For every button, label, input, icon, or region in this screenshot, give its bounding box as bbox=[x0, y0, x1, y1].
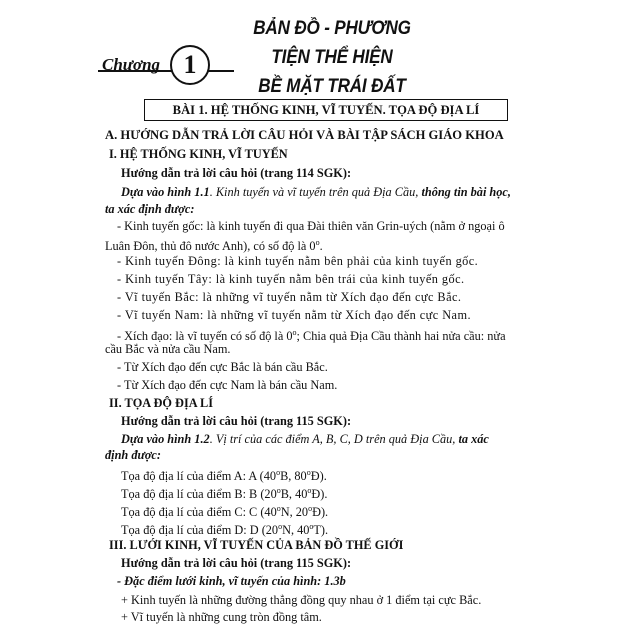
part3-heading: III. LƯỚI KINH, VĨ TUYẾN CỦA BẢN ĐỒ THẾ GIỚI bbox=[109, 538, 404, 552]
equator-line1: - Xích đạo: là vĩ tuyến có số độ là 0$^o$; Chia quả Địa Cầu thành hai nửa cầu: nửa bbox=[117, 328, 506, 344]
chapter-label: Chương bbox=[102, 55, 161, 74]
parallel-description: + Vĩ tuyến là những cung tròn đồng tâm. bbox=[121, 610, 322, 624]
part2-intro: Dựa vào hình 1.2. Vị trí của các điểm A, B, C, D trên quả Địa Cầu, ta xác bbox=[121, 432, 489, 446]
grid-feature: - Đặc điểm lưới kinh, vĩ tuyến của hình: 1.3b bbox=[117, 574, 346, 588]
chapter-number-badge: 1 bbox=[170, 45, 210, 85]
part1-heading: I. HỆ THỐNG KINH, VĨ TUYẾN bbox=[109, 147, 288, 161]
west-meridian: - Kinh tuyến Tây: là kinh tuyến nằm bên trái của kinh tuyến gốc. bbox=[117, 272, 465, 286]
part1-intro: Dựa vào hình 1.1. Kinh tuyến và vĩ tuyến trên quả Địa Cầu, thông tin bài học, bbox=[121, 185, 511, 199]
north-parallel: - Vĩ tuyến Bắc: là những vĩ tuyến nằm từ Xích đạo đến cực Bắc. bbox=[117, 290, 462, 304]
part2-intro-cont: định được: bbox=[105, 448, 161, 462]
section-a-heading: A. HƯỚNG DẪN TRẢ LỜI CÂU HỎI VÀ BÀI TẬP SÁCH GIÁO KHOA bbox=[105, 128, 504, 142]
part2-guide: Hướng dẫn trả lời câu hỏi (trang 115 SGK): bbox=[121, 414, 352, 428]
coordinate-point-b: Tọa độ địa lí của điểm B: B (20$^o$B, 40$^o$Đ). bbox=[121, 486, 328, 502]
meridian-description: + Kinh tuyến là những đường thẳng đồng quy nhau ở 1 điểm tại cực Bắc. bbox=[121, 593, 482, 607]
part3-guide: Hướng dẫn trả lời câu hỏi (trang 115 SGK): bbox=[121, 556, 352, 570]
coordinate-point-a: Tọa độ địa lí của điểm A: A (40$^o$B, 80$^o$Đ). bbox=[121, 468, 327, 484]
prime-meridian-line2: Luân Đôn, thủ đô nước Anh), có số độ là 0$^o$. bbox=[105, 238, 323, 254]
part1-guide: Hướng dẫn trả lời câu hỏi (trang 114 SGK): bbox=[121, 166, 352, 180]
north-hemisphere: - Từ Xích đạo đến cực Bắc là bán cầu Bắc. bbox=[117, 360, 328, 374]
part1-intro-cont: ta xác định được: bbox=[105, 202, 195, 216]
chapter-title-line2: BỀ MẶT TRÁI ĐẤT bbox=[258, 76, 406, 97]
equator-line2: cầu Bắc và nửa cầu Nam. bbox=[105, 342, 231, 356]
coordinate-point-d: Tọa độ địa lí của điểm D: D (20$^o$N, 40$^o$T). bbox=[121, 522, 329, 538]
coordinate-point-c: Tọa độ địa lí của điểm C: C (40$^o$N, 20$^o$Đ). bbox=[121, 504, 329, 520]
south-hemisphere: - Từ Xích đạo đến cực Nam là bán cầu Nam. bbox=[117, 378, 338, 392]
chapter-title bbox=[242, 14, 422, 101]
chapter-title-line1: BẢN ĐỒ - PHƯƠNG TIỆN THỂ HIỆN bbox=[253, 18, 411, 68]
lesson-title: BÀI 1. HỆ THỐNG KINH, VĨ TUYẾN. TỌA ĐỘ ĐỊA LÍ bbox=[144, 99, 508, 121]
prime-meridian-line1: - Kinh tuyến gốc: là kinh tuyến đi qua Đài thiên văn Grin-uých (nằm ở ngoại ô bbox=[117, 219, 505, 233]
south-parallel: - Vĩ tuyến Nam: là những vĩ tuyến nằm từ Xích đạo đến cực Nam. bbox=[117, 308, 471, 322]
east-meridian: - Kinh tuyến Đông: là kinh tuyến nằm bên phải của kinh tuyến gốc. bbox=[117, 254, 479, 268]
part2-heading: II. TỌA ĐỘ ĐỊA LÍ bbox=[109, 396, 213, 410]
